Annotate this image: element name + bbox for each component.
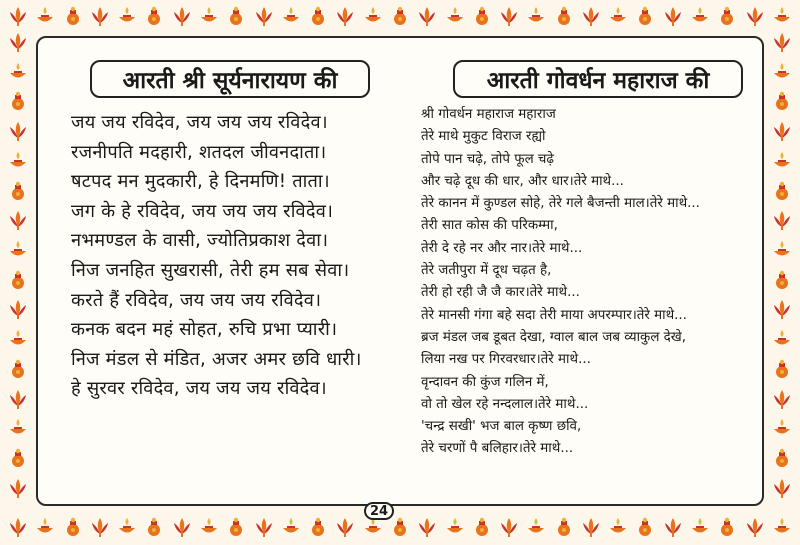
right-aarti-text: [421, 104, 761, 461]
left-aarti-text: [71, 108, 411, 404]
lotus-icon: [579, 515, 603, 539]
kalash-icon: [388, 4, 412, 28]
right-line: ब्रज मंडल जब डूबत देखा, ग्वाल बाल जब व्याकुल देखे,: [421, 329, 686, 345]
diya-icon: [197, 4, 221, 28]
kalash-icon: [142, 4, 166, 28]
lotus-icon: [770, 387, 794, 411]
lotus-icon: [6, 515, 30, 539]
lotus-icon: [770, 208, 794, 232]
diya-icon: [33, 4, 57, 28]
right-line: और चढ़े दूध की धार, और धार।तेरे माथे...: [421, 173, 624, 189]
diya-icon: [443, 515, 467, 539]
kalash-icon: [770, 357, 794, 381]
right-line: तेरे जतीपुरा में दूध चढ़त है,: [421, 263, 552, 279]
lotus-icon: [743, 4, 767, 28]
kalash-icon: [6, 179, 30, 203]
kalash-icon: [61, 515, 85, 539]
kalash-icon: [770, 179, 794, 203]
lotus-icon: [6, 208, 30, 232]
right-line: तेरे मानसी गंगा बहे सदा तेरी माया अपरम्पार।तेरे माथे...: [421, 307, 687, 323]
right-line: तेरे माथे मुकुट विराज रह्यो: [421, 129, 546, 145]
lotus-icon: [497, 4, 521, 28]
kalash-icon: [6, 446, 30, 470]
left-line: करते हैं रविदेव, जय जय जय रविदेव।: [71, 289, 322, 311]
kalash-icon: [715, 4, 739, 28]
kalash-icon: [770, 446, 794, 470]
lotus-icon: [415, 4, 439, 28]
right-line: 'चन्द्र सखी' भज बाल कृष्ण छवि,: [421, 419, 582, 435]
right-line: तेरे कानन में कुण्डल सोहे, तेरे गले बैजन्ती माल।तेरे माथे...: [421, 196, 700, 212]
left-line: रजनीपति मदहारी, शतदल जीवनदाता।: [71, 141, 327, 163]
kalash-icon: [633, 4, 657, 28]
diya-icon: [606, 4, 630, 28]
kalash-icon: [633, 515, 657, 539]
left-line: निज मंडल से मंडित, अजर अमर छवि धारी।: [71, 348, 362, 370]
kalash-icon: [470, 4, 494, 28]
kalash-icon: [224, 4, 248, 28]
lotus-icon: [6, 297, 30, 321]
kalash-icon: [470, 515, 494, 539]
right-line: श्री गोवर्धन महाराज महाराज: [421, 107, 556, 122]
diya-icon: [770, 416, 794, 440]
lotus-icon: [770, 30, 794, 54]
diya-icon: [770, 4, 794, 28]
right-line: तेरी दे रहे नर और नार।तेरे माथे...: [421, 240, 583, 256]
lotus-icon: [6, 119, 30, 143]
left-line: निज जनहित सुखरासी, तेरी हम सब सेवा।: [71, 259, 350, 281]
lotus-icon: [170, 515, 194, 539]
lotus-icon: [252, 515, 276, 539]
lotus-icon: [770, 297, 794, 321]
diya-icon: [688, 4, 712, 28]
kalash-icon: [552, 4, 576, 28]
right-line: वृन्दावन की कुंज गलिन में,: [421, 374, 549, 390]
left-line: कनक बदन महं सोहत, रुचि प्रभा प्यारी।: [71, 319, 338, 341]
kalash-icon: [306, 4, 330, 28]
kalash-icon: [306, 515, 330, 539]
right-line: तेरी हो रही जै जै कार।तेरे माथे...: [421, 285, 580, 301]
right-line: तेरी सात कोस की परिकम्मा,: [421, 218, 558, 234]
lotus-icon: [333, 4, 357, 28]
right-line: तोपे पान चढ़े, तोपे फूल चढ़े: [421, 151, 554, 167]
kalash-icon: [6, 357, 30, 381]
diya-icon: [115, 4, 139, 28]
diya-icon: [6, 149, 30, 173]
right-line: वो तो खेल रहे नन्दलाल।तेरे माथे...: [421, 396, 589, 412]
diya-icon: [279, 4, 303, 28]
left-line: जय जय रविदेव, जय जय जय रविदेव।: [71, 112, 328, 133]
diya-icon: [33, 515, 57, 539]
lotus-icon: [743, 515, 767, 539]
diya-icon: [770, 327, 794, 351]
lotus-icon: [6, 476, 30, 500]
decorative-border-left: [4, 30, 32, 500]
left-title: आरती श्री सूर्यनारायण की: [90, 60, 370, 98]
lotus-icon: [6, 30, 30, 54]
diya-icon: [606, 515, 630, 539]
kalash-icon: [224, 515, 248, 539]
page-number: 24: [364, 502, 394, 520]
lotus-icon: [333, 515, 357, 539]
diya-icon: [197, 515, 221, 539]
lotus-icon: [170, 4, 194, 28]
lotus-icon: [770, 476, 794, 500]
diya-icon: [279, 515, 303, 539]
lotus-icon: [661, 515, 685, 539]
left-line: नभमण्डल के वासी, ज्योतिप्रकाश देवा।: [71, 230, 329, 252]
left-line: हे सुरवर रविदेव, जय जय जय रविदेव।: [71, 378, 327, 400]
lotus-icon: [661, 4, 685, 28]
kalash-icon: [6, 89, 30, 113]
kalash-icon: [61, 4, 85, 28]
diya-icon: [6, 416, 30, 440]
lotus-icon: [6, 387, 30, 411]
diya-icon: [6, 238, 30, 262]
diya-icon: [770, 238, 794, 262]
decorative-border-bottom: [6, 514, 794, 540]
lotus-icon: [88, 515, 112, 539]
kalash-icon: [552, 515, 576, 539]
lotus-icon: [579, 4, 603, 28]
kalash-icon: [770, 89, 794, 113]
diya-icon: [6, 60, 30, 84]
kalash-icon: [142, 515, 166, 539]
kalash-icon: [715, 515, 739, 539]
lotus-icon: [497, 515, 521, 539]
lotus-icon: [88, 4, 112, 28]
diya-icon: [770, 149, 794, 173]
diya-icon: [688, 515, 712, 539]
left-line: षटपद मन मुदकारी, हे दिनमणि! ताता।: [71, 171, 330, 193]
lotus-icon: [415, 515, 439, 539]
decorative-border-top: [6, 3, 794, 29]
kalash-icon: [6, 268, 30, 292]
diya-icon: [6, 327, 30, 351]
kalash-icon: [388, 515, 412, 539]
content-panel: [36, 36, 764, 506]
right-line: लिया नख पर गिरवरधार।तेरे माथे...: [421, 352, 591, 368]
lotus-icon: [770, 119, 794, 143]
lotus-icon: [252, 4, 276, 28]
diya-icon: [524, 515, 548, 539]
kalash-icon: [770, 268, 794, 292]
left-line: जग के हे रविदेव, जय जय जय रविदेव।: [71, 200, 334, 222]
diya-icon: [361, 4, 385, 28]
right-line: तेरे चरणों पै बलिहार।तेरे माथे...: [421, 441, 574, 457]
diya-icon: [770, 515, 794, 539]
right-title: आरती गोवर्धन महाराज की: [453, 60, 743, 98]
diya-icon: [443, 4, 467, 28]
diya-icon: [115, 515, 139, 539]
diya-icon: [770, 60, 794, 84]
decorative-border-right: [768, 30, 796, 500]
lotus-icon: [6, 4, 30, 28]
diya-icon: [524, 4, 548, 28]
